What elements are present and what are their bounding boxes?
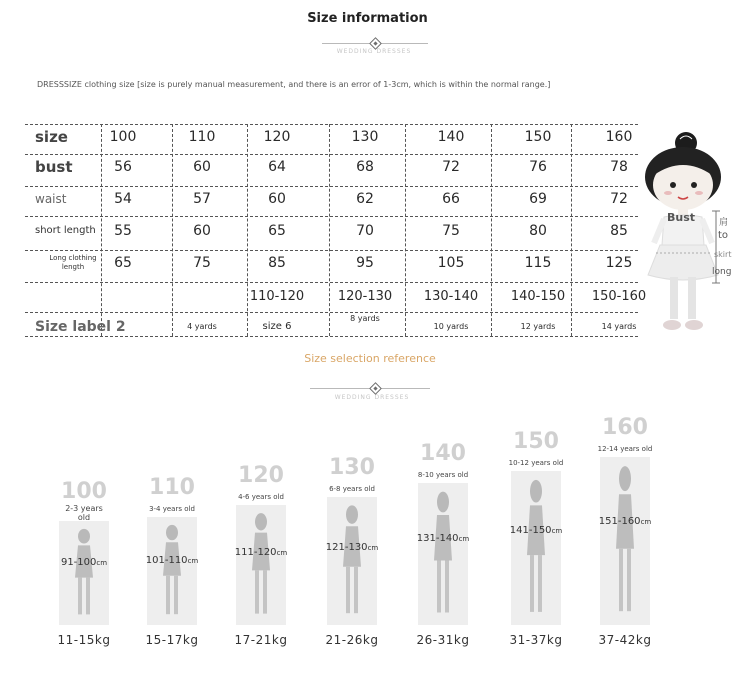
age-range-label: 4-6 years old: [238, 493, 284, 501]
age-range-label: 10-12 years old: [508, 459, 564, 467]
height-range-value: 151-160: [598, 515, 641, 527]
size-number: 130: [329, 455, 375, 480]
weight-range-label: 26-31kg: [416, 633, 470, 647]
table-cell: 57: [193, 191, 211, 207]
reference-title: Size selection reference: [304, 352, 436, 365]
reference-tagline: WEDDING DRESSES: [334, 394, 410, 401]
size-number: 140: [420, 441, 466, 466]
height-range-value: 131-140: [416, 532, 459, 544]
height-range-label: [496, 525, 576, 536]
table-cell: 56: [114, 159, 132, 175]
child-silhouette-icon: [157, 523, 187, 619]
height-range-label: [312, 542, 392, 553]
table-cell: 72: [610, 191, 628, 207]
weight-range-label: 15-17kg: [145, 633, 199, 647]
height-unit: cm: [187, 556, 199, 565]
table-row-label: short length: [35, 225, 96, 236]
size-number: 160: [602, 415, 648, 440]
table-cell: size 6: [262, 321, 292, 332]
table-cell: 14 yards: [601, 322, 637, 331]
table-cell: 140-150: [510, 289, 566, 304]
age-range-label: 2-3 years old: [65, 504, 103, 522]
height-unit: cm: [551, 526, 563, 535]
doll-side-label-1: to: [718, 230, 729, 241]
table-cell: 140: [437, 129, 465, 145]
table-cell: 65: [268, 223, 286, 239]
child-silhouette-icon: [246, 511, 276, 619]
size-number: 150: [513, 429, 559, 454]
table-cell: 70: [356, 223, 374, 239]
child-silhouette-icon: [69, 527, 99, 619]
height-range-value: 91-100: [60, 557, 97, 569]
doll-side-label-3: long: [712, 267, 732, 277]
height-unit: cm: [640, 517, 652, 526]
table-cell: 80: [529, 223, 547, 239]
measurement-note: DRESSSIZE clothing size [size is purely manual measurement, and there is an error of 1-3cm, which is within the normal range.]: [37, 80, 551, 89]
girl-figure-icon: [640, 125, 750, 340]
child-silhouette-icon: [337, 503, 367, 619]
table-cell: 69: [529, 191, 547, 207]
table-row-label: Size label 2: [35, 319, 126, 335]
table-cell: 160: [605, 129, 633, 145]
table-cell: 72: [442, 159, 460, 175]
size-number: 110: [149, 475, 195, 500]
weight-range-label: 21-26kg: [325, 633, 379, 647]
table-cell: 64: [268, 159, 286, 175]
table-cell: 65: [114, 255, 132, 271]
table-cell: 4 yards: [187, 322, 217, 331]
height-range-label: [585, 516, 665, 527]
table-cell: 10 yards: [433, 322, 469, 331]
height-range-label: [221, 547, 301, 558]
table-cell: 125: [605, 255, 633, 271]
weight-range-label: 37-42kg: [598, 633, 652, 647]
height-unit: cm: [276, 549, 288, 557]
child-silhouette-icon: [428, 489, 458, 619]
table-row-label: bust: [35, 158, 73, 176]
table-cell: 120-130: [337, 289, 393, 304]
doll-illustration: [640, 125, 750, 340]
table-cell: 66: [442, 191, 460, 207]
table-cell: 60: [193, 159, 211, 175]
table-row-label: waist: [35, 192, 67, 206]
table-cell: 75: [442, 223, 460, 239]
table-cell: 76: [529, 159, 547, 175]
table-cell: 85: [610, 223, 628, 239]
reference-diamond-icon: [369, 382, 382, 395]
size-number: 100: [61, 479, 107, 504]
table-cell: 100: [109, 129, 137, 145]
table-cell: 55: [114, 223, 132, 239]
age-range-label: 6-8 years old: [329, 485, 375, 493]
doll-side-label-2: skirt: [714, 250, 732, 259]
height-range-value: 141-150: [509, 524, 552, 536]
height-unit: cm: [96, 559, 108, 568]
table-cell: 60: [193, 223, 211, 239]
weight-range-label: 11-15kg: [57, 633, 111, 647]
age-range-label: 3-4 years old: [149, 505, 195, 513]
table-cell: 60: [268, 191, 286, 207]
table-cell: 130: [351, 129, 379, 145]
table-cell: 130-140: [423, 289, 479, 304]
height-unit: cm: [458, 534, 470, 543]
doll-bust-label: Bust: [667, 211, 696, 224]
height-range-value: 111-120: [234, 547, 277, 558]
child-silhouette-icon: [521, 477, 551, 619]
table-cell: 150: [524, 129, 552, 145]
doll-side-label-0: 肩: [719, 218, 729, 228]
table-cell: 120: [263, 129, 291, 145]
table-cell: 85: [268, 255, 286, 271]
height-range-label: [132, 555, 212, 566]
height-range-value: 121-130: [325, 541, 368, 553]
weight-range-label: 17-21kg: [234, 633, 288, 647]
table-cell: 95: [356, 255, 374, 271]
table-cell: 150-160: [591, 289, 647, 304]
table-row-label: size: [35, 128, 68, 146]
table-column-divider: [491, 124, 492, 336]
table-cell: 110-120: [249, 289, 305, 304]
size-number: 120: [238, 463, 284, 488]
weight-range-label: 31-37kg: [509, 633, 563, 647]
page-title: Size information: [307, 11, 428, 26]
table-cell: 62: [356, 191, 374, 207]
table-column-divider: [405, 124, 406, 336]
child-silhouette-icon: [610, 463, 640, 619]
size-table: [25, 116, 647, 338]
table-cell: 12 yards: [520, 322, 556, 331]
height-range-value: 101-110: [145, 554, 188, 566]
header-tagline: WEDDING DRESSES: [336, 48, 412, 55]
table-cell: 75: [193, 255, 211, 271]
table-cell: 68: [356, 159, 374, 175]
table-cell: 8 yards: [350, 314, 380, 323]
height-range-label: [403, 533, 483, 544]
age-range-label: 12-14 years old: [597, 445, 653, 453]
table-row-label: Long clothing length: [49, 254, 97, 271]
table-cell: 78: [610, 159, 628, 175]
table-cell: 115: [524, 255, 552, 271]
height-unit: cm: [367, 543, 379, 552]
table-cell: 105: [437, 255, 465, 271]
height-range-label: [44, 557, 124, 568]
age-range-label: 8-10 years old: [417, 471, 469, 479]
table-cell: 54: [114, 191, 132, 207]
table-cell: 110: [188, 129, 216, 145]
